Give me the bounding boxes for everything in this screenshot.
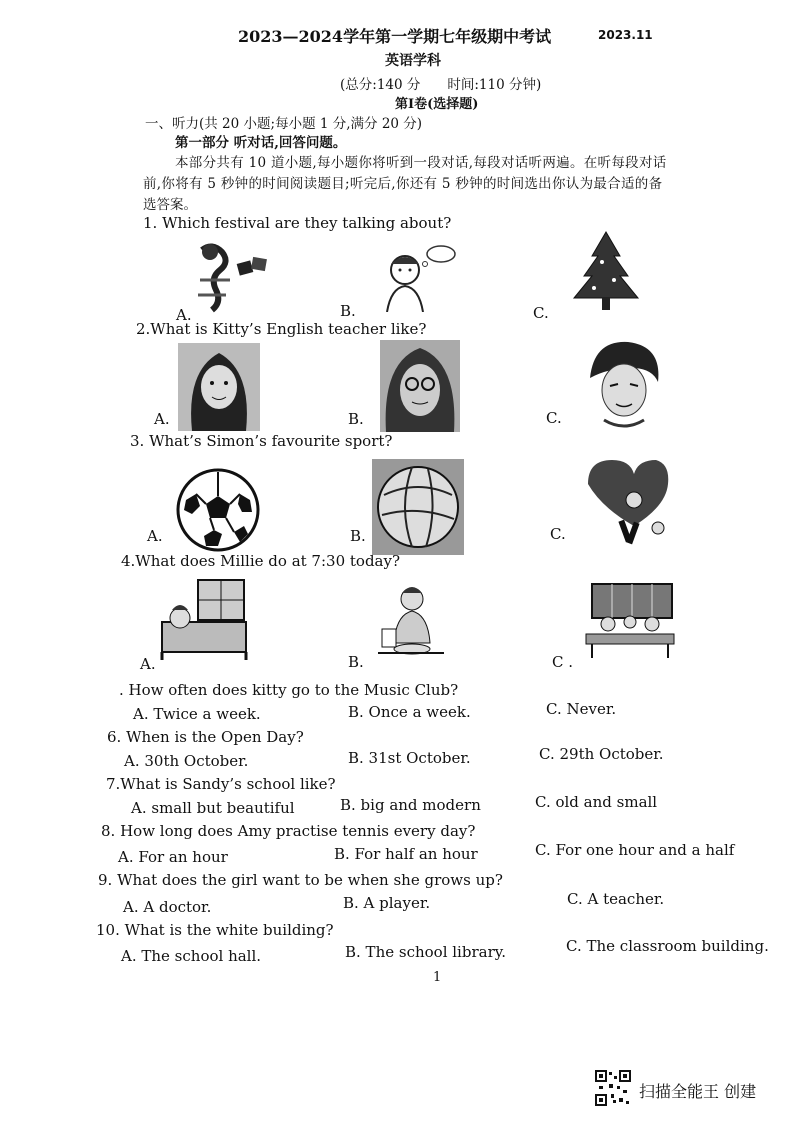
question-7: 7.What is Sandy’s school like?	[106, 775, 336, 793]
q10-option-c[interactable]: C. The classroom building.	[566, 937, 769, 955]
volleyball-picture	[372, 459, 464, 555]
q3-option-a[interactable]: A.	[147, 527, 163, 545]
exam-date: 2023.11	[598, 28, 653, 42]
boy-thinking-picture	[375, 242, 460, 312]
q10-option-a[interactable]: A. The school hall.	[121, 947, 262, 965]
q5-option-b[interactable]: B. Once a week.	[348, 703, 471, 721]
qr-code-icon	[595, 1070, 631, 1106]
q2-option-b[interactable]: B.	[348, 410, 364, 428]
instructions-line-2: 前,你将有 5 秒钟的时间阅读题目;听完后,你还有 5 秒钟的时间选出你认为最合适的备	[143, 176, 663, 192]
question-2: 2.What is Kitty’s English teacher like?	[136, 320, 427, 338]
teacher-short-hair-picture	[582, 338, 664, 430]
volume-title: 第Ⅰ卷(选择题)	[395, 97, 479, 112]
page-number: 1	[433, 970, 442, 985]
q4-option-c[interactable]: C .	[552, 653, 574, 671]
question-10: 10. What is the white building?	[96, 921, 334, 939]
christmas-tree-picture	[562, 230, 650, 316]
q2-option-c[interactable]: C.	[546, 409, 562, 427]
teacher-long-hair-picture	[178, 343, 260, 431]
q8-option-b[interactable]: B. For half an hour	[334, 845, 478, 863]
q5-option-c[interactable]: C. Never.	[546, 700, 617, 718]
q8-option-c[interactable]: C. For one hour and a half	[535, 841, 735, 859]
q1-option-a[interactable]: A.	[176, 306, 192, 324]
instructions-line-3: 选答案。	[143, 197, 197, 213]
q6-option-c[interactable]: C. 29th October.	[539, 745, 664, 763]
dragon-dance-picture	[190, 240, 275, 315]
q7-option-a[interactable]: A. small but beautiful	[131, 799, 295, 817]
scanner-watermark: 扫描全能王 创建	[639, 1082, 757, 1101]
question-9: 9. What does the girl want to be when she grows up?	[98, 871, 503, 889]
instructions-line-1: 本部分共有 10 道小题,每小题你将听到一段对话,每段对话听两遍。在听每段对话	[175, 155, 667, 171]
question-5: . How often does kitty go to the Music Club?	[119, 681, 459, 699]
exam-title: 2023—2024学年第一学期七年级期中考试	[238, 27, 552, 46]
exam-info: (总分:140 分 时间:110 分钟)	[340, 77, 542, 93]
section-heading: 一、听力(共 20 小题;每小题 1 分,满分 20 分)	[145, 116, 423, 132]
question-4: 4.What does Millie do at 7:30 today?	[121, 552, 401, 570]
q3-option-c[interactable]: C.	[550, 525, 566, 543]
q6-option-a[interactable]: A. 30th October.	[124, 752, 249, 770]
question-8: 8. How long does Amy practise tennis every day?	[101, 822, 476, 840]
q6-option-b[interactable]: B. 31st October.	[348, 749, 471, 767]
question-1: 1. Which festival are they talking about?	[143, 214, 452, 232]
boy-breakfast-picture	[376, 583, 446, 659]
subject-title: 英语学科	[385, 53, 441, 69]
q4-option-b[interactable]: B.	[348, 653, 364, 671]
q9-option-b[interactable]: B. A player.	[343, 894, 431, 912]
q9-option-c[interactable]: C. A teacher.	[567, 890, 665, 908]
table-tennis-picture	[578, 456, 674, 550]
q1-option-c[interactable]: C.	[533, 304, 549, 322]
q7-option-c[interactable]: C. old and small	[535, 793, 658, 811]
question-6: 6. When is the Open Day?	[107, 728, 304, 746]
q1-option-b[interactable]: B.	[340, 302, 356, 320]
q5-option-a[interactable]: A. Twice a week.	[133, 705, 261, 723]
q8-option-a[interactable]: A. For an hour	[118, 848, 228, 866]
girl-sleeping-picture	[158, 576, 250, 660]
football-picture	[174, 466, 262, 554]
teacher-glasses-picture	[380, 340, 460, 432]
question-3: 3. What’s Simon’s favourite sport?	[130, 432, 393, 450]
part-heading: 第一部分 听对话,回答问题。	[175, 135, 347, 151]
q2-option-a[interactable]: A.	[154, 410, 170, 428]
q4-option-a[interactable]: A.	[140, 655, 156, 673]
q7-option-b[interactable]: B. big and modern	[340, 796, 481, 814]
q3-option-b[interactable]: B.	[350, 527, 366, 545]
q9-option-a[interactable]: A. A doctor.	[123, 898, 212, 916]
classroom-picture	[582, 578, 678, 662]
q10-option-b[interactable]: B. The school library.	[345, 943, 506, 961]
